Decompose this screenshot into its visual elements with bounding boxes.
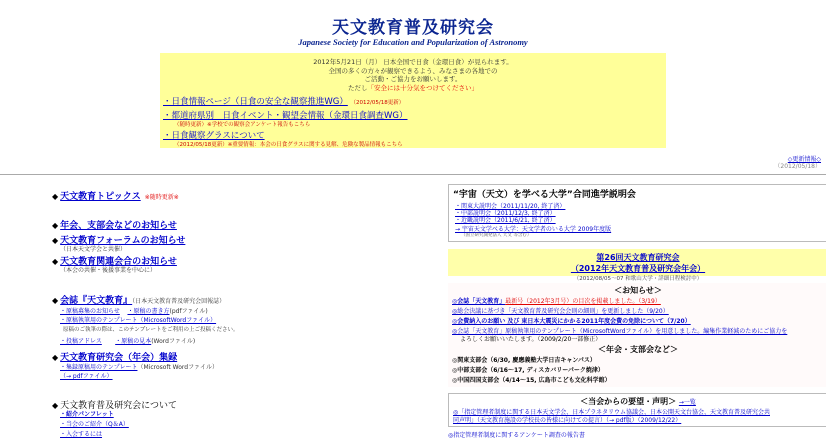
event-update-note: （随時更新）※学校での観察会アンケート報告もこちら (174, 122, 311, 128)
diamond-bullet-icon: ◆ (52, 257, 59, 266)
annual-meeting-heading[interactable]: ◆ 年会、支部会などのお知らせ (52, 221, 177, 231)
forum-sub: （日本天文学会と共催） (60, 246, 127, 253)
notice-text: 2012年5月21日（月） 日本全国で日食（金環日食）が見られます。 全国の多くの方々が観察できるよう、みなさまの各地での ご活動・ご協力をお願いします。 ただし「安全には十分気をつけてください」 (313, 58, 513, 92)
statement-line2[interactable]: 同声明」（天文教育施設の学校長の皆様に向けての提言）（→ pdf版）（2009/12/22） (453, 417, 682, 424)
pamphlet-link[interactable]: ・紹介パンフレット (60, 411, 114, 418)
related-meeting-heading[interactable]: ◆ 天文教育関連会合のお知らせ (52, 257, 177, 267)
statements-more-link[interactable]: →一覧 (678, 399, 696, 406)
fair-link-kanto[interactable]: ・関東大説明会（2011/11/20, 終了済） (455, 203, 566, 210)
news-fee[interactable]: ◎会費納入のお願い 及び 東日本大震災にかかる2011年度会費の免除について（7/20） (452, 318, 691, 325)
fair-note: （国立研究開発法人 天文 等含む） (461, 233, 532, 238)
eclipse-event-link[interactable]: ・都道府県別 日食イベント・観望会情報（金環日食調査WG） (163, 111, 408, 121)
diamond-bullet-icon: ◆ (52, 296, 59, 305)
statements-box (448, 393, 826, 427)
diamond-bullet-icon: ◆ (52, 353, 59, 362)
news-bylaws[interactable]: ◎総会決議に基づき「天文教育普及研究会会則の細則」を更新しました（9/20） (452, 308, 669, 315)
branch-kanto[interactable]: ◎関東支部会（6/30, 慶應義塾大学日吉キャンパス） (452, 357, 596, 364)
about-heading: ◆ 天文教育普及研究会について (52, 401, 177, 411)
branch-chugoku-shikoku[interactable]: ◎中国四国支部会（4/14〜15, 広島市こども文化科学館） (452, 377, 611, 384)
page-title: 天文教育普及研究会 (332, 18, 494, 38)
journal-template-note: 原稿のご執筆の際は、このテンプレートをご利用の上ご投稿ください。 (63, 327, 239, 333)
topics-heading[interactable]: ◆ 天文教育トピックス ※随時更新※ (52, 192, 179, 202)
diamond-bullet-icon: ◆ (52, 221, 59, 230)
eclipse-notice-box (160, 53, 666, 148)
statements-title: ＜当会からの要望・声明＞ →一覧 (580, 397, 696, 406)
glasses-update-note: （2012/05/18更新）※重要情報：本会の日食グラスに関する見解、危険な製品情報もこちら (174, 142, 403, 148)
update-info[interactable]: ◇更新情報◇ （2012/05/18） (774, 156, 821, 170)
proceedings-template[interactable]: ・集録原稿用のテンプレート（Microsoft Wordファイル） (60, 364, 218, 371)
branch-chubu[interactable]: ◎中部支部会（6/16〜17, ディスカバリーパーク焼津） (452, 367, 604, 374)
journal-links-row1: ・原稿募集のお知らせ ・原稿の書き方(pdfファイル) (60, 308, 208, 315)
proceedings-pdf-link[interactable]: （→ pdfファイル） (60, 373, 113, 380)
diamond-bullet-icon: ◆ (52, 236, 59, 245)
related-sub: （本会の共催・後援事業を中心に） (60, 267, 157, 274)
forum-heading[interactable]: ◆ 天文教育フォーラムのお知らせ (52, 236, 186, 246)
news-template[interactable]: ◎会誌「天文教育」原稿執筆用のテンプレート（MicrosoftWordファイル）を用意しました。編集作業軽減のためにご協力を (452, 328, 788, 335)
fair-link-chubu[interactable]: ・中部説明会（2011/12/3, 終了済） (455, 210, 556, 217)
page-subtitle: Japanese Society for Education and Popularization of Astronomy (298, 37, 528, 47)
fair-link-kinki[interactable]: ・近畿説明会（2011/6/21, 終了済） (455, 217, 556, 224)
university-fair-box (448, 184, 826, 242)
news-box (448, 283, 826, 387)
annual-meeting-box[interactable]: 第26回天文教育研究会 （2012年天文教育普及研究会年会） （2012/08/05〜07 和歌山大学・詳細日程検討中） (448, 249, 826, 276)
news-title: ＜お知らせ＞ (614, 286, 662, 295)
journal-links-row3: ・投稿アドレス ・原稿の見本(Wordファイル) (60, 338, 196, 345)
survey-report-link[interactable]: ◎指定管理者制度に関するアンケート調査の報告書 (448, 432, 585, 438)
diamond-bullet-icon: ◆ (52, 192, 59, 201)
journal-template-link[interactable]: ・原稿執筆用のテンプレート（MicrosoftWordファイル） (60, 317, 217, 324)
statement-line1[interactable]: ◎「指定管理者制度に関する日本天文学会、日本プラネタリウム協議会、日本公開天文台協会、天文教育普及研究会共 (453, 409, 770, 416)
diamond-bullet-icon: ◆ (52, 401, 59, 410)
fair-link-universities[interactable]: → 宇宙天文学べる大学：天文学者のいる大学 2009年度版 (455, 226, 612, 233)
eclipse-info-link[interactable]: ・日食情報ページ（日食の安全な観察推進WG） （2012/05/18更新） (163, 97, 405, 107)
join-link[interactable]: ・入会するには (60, 431, 103, 438)
branch-title: ＜年会・支部会など＞ (598, 345, 678, 354)
intro-qa-link[interactable]: ・当会のご紹介（Q＆A） (60, 421, 129, 428)
proceedings-heading[interactable]: ◆ 天文教育研究会（年会）集録 (52, 353, 178, 363)
university-fair-title: “宇宙（天文）を学べる大学”合同進学説明会 (453, 190, 636, 200)
eclipse-glasses-link[interactable]: ・日食観察グラスについて (163, 131, 265, 141)
news-journal[interactable]: ◎会誌「天文教育」最新号（2012年3月号）の目次を掲載しました。（3/19） (452, 298, 661, 305)
journal-heading[interactable]: ◆ 会誌『天文教育』（日本天文教育普及研究会回報誌） (52, 296, 226, 306)
news-template-cont: よろしくお願いいたします。（2009/2/20一部修正） (460, 336, 602, 343)
divider (0, 174, 826, 175)
